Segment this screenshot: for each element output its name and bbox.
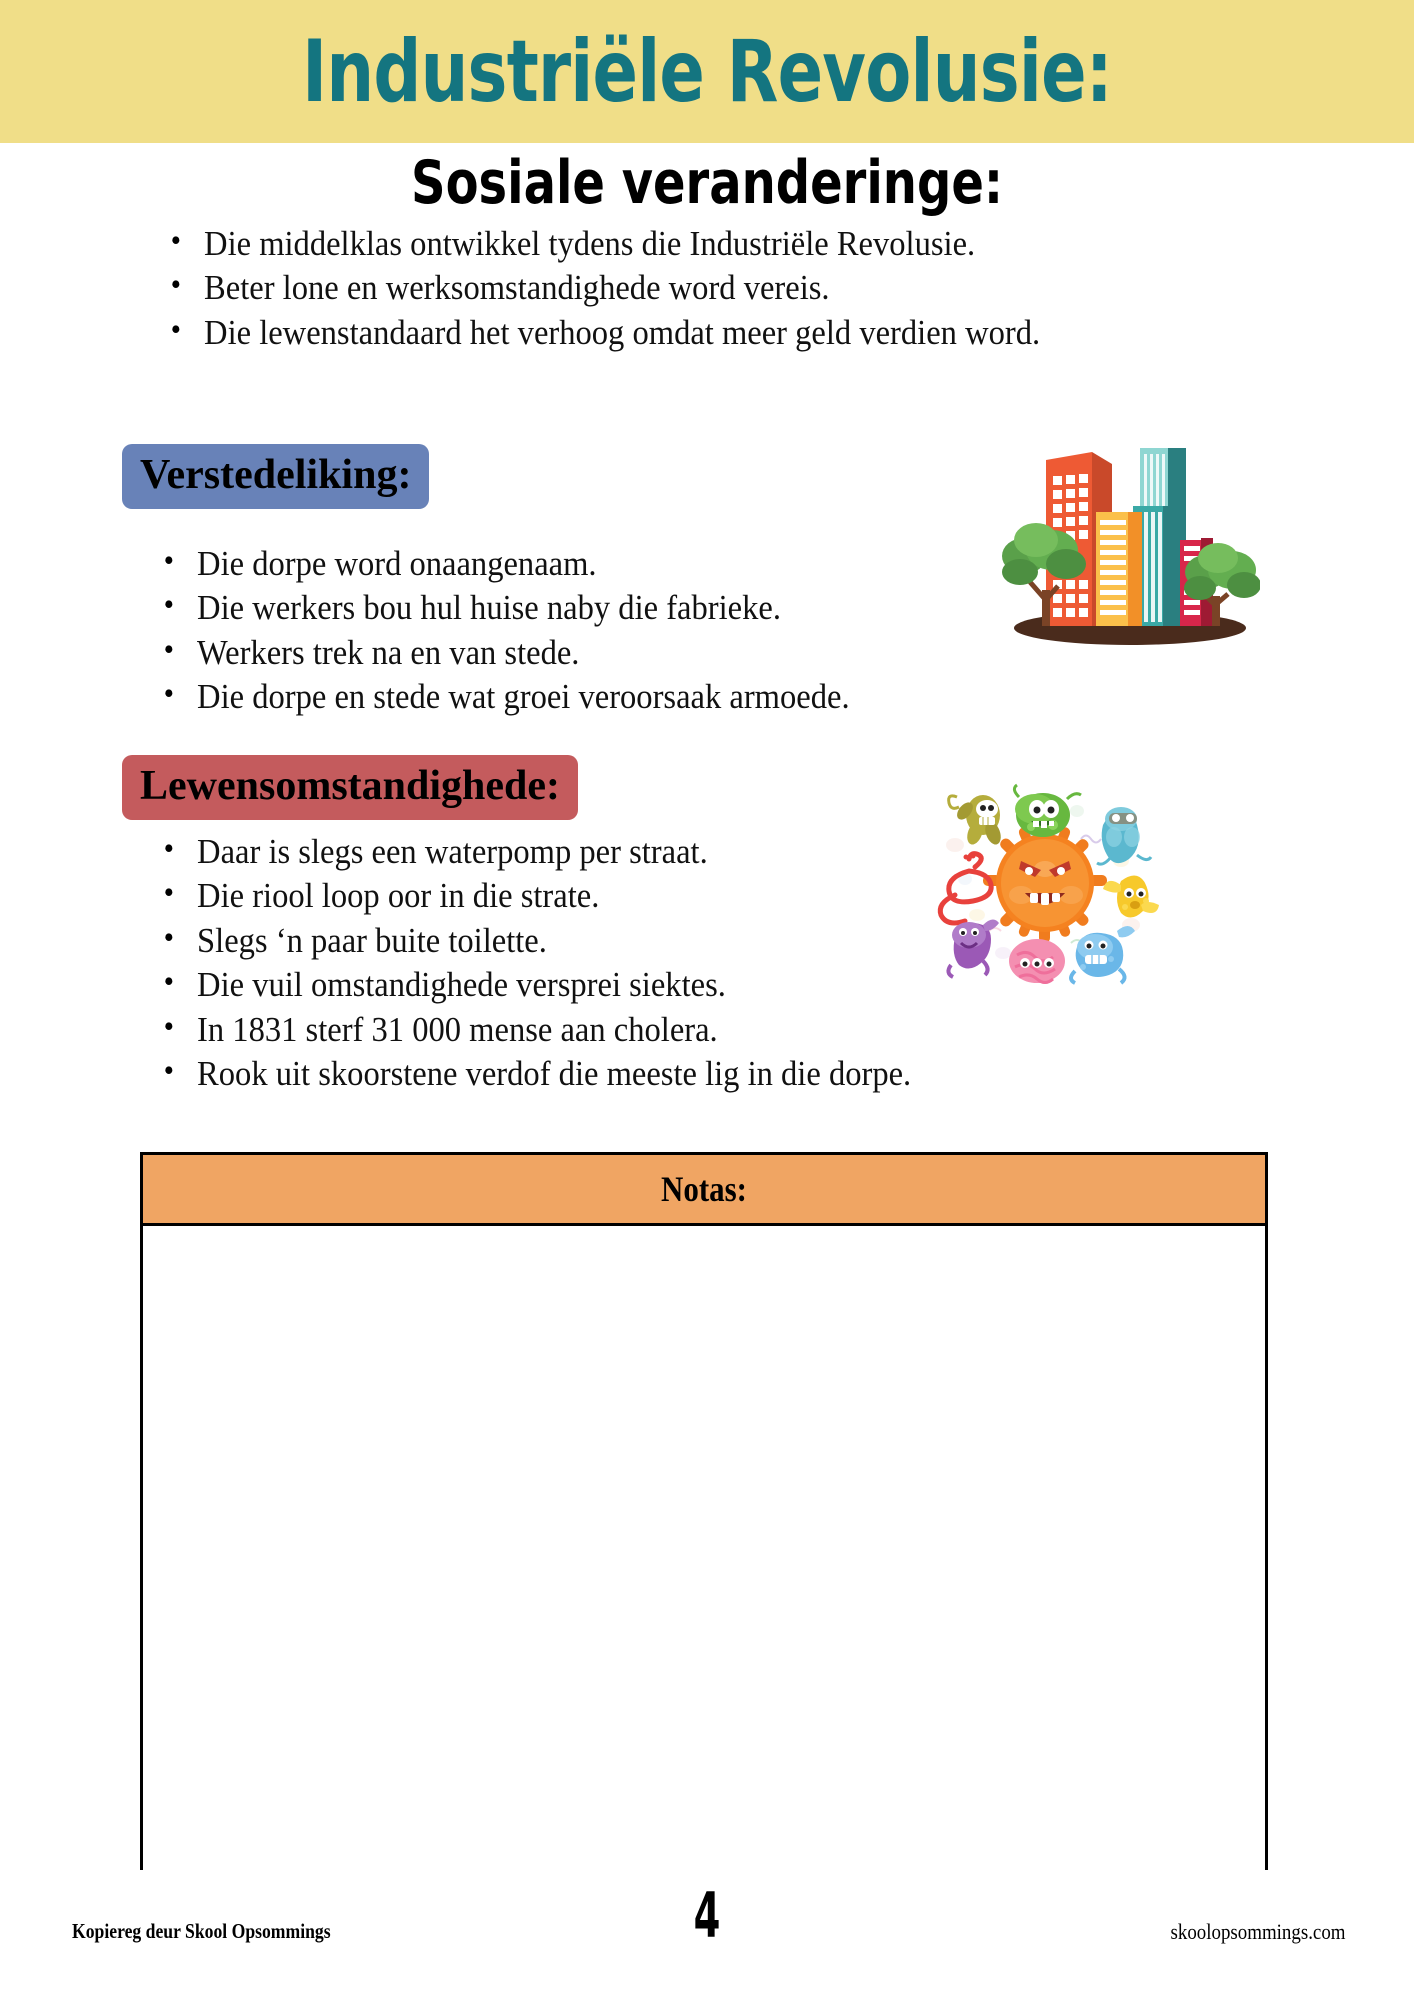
notes-box <box>140 1152 1268 1870</box>
footer-copyright: Kopiereg deur Skool Opsommings <box>72 1919 331 1943</box>
list-item: • Beter lone en werksomstandighede word vereis. <box>165 266 1188 310</box>
page-title: Industriële Revolusie: <box>302 21 1112 122</box>
list-item: • Die dorpe word onaangenaam. <box>158 542 995 586</box>
living-conditions-bullet-list-container <box>158 830 1058 1097</box>
urbanisation-bullet-list-container <box>158 542 1058 720</box>
notes-writing-area[interactable] <box>143 1226 1265 1938</box>
urbanisation-bullet-list <box>158 542 1058 720</box>
intro-bullet-list-container <box>165 222 1265 355</box>
list-item: • Slegs ‘n paar buite toilette. <box>158 919 995 963</box>
list-item: • Die vuil omstandighede versprei siektes. <box>158 963 995 1007</box>
list-item: • Rook uit skoorstene verdof die meeste lig in die dorpe. <box>158 1052 995 1096</box>
footer-website: skoolopsommings.com <box>1170 1919 1346 1944</box>
section-heading-urbanisation-row <box>122 444 429 509</box>
living-conditions-bullet-list <box>158 830 1058 1097</box>
list-item: • Die riool loop oor in die strate. <box>158 874 995 918</box>
city-skyline-illustration <box>1000 430 1260 645</box>
subtitle-container <box>0 148 1414 218</box>
list-item: • Die lewenstandaard het verhoog omdat meer geld verdien word. <box>165 311 1188 355</box>
notes-header <box>143 1155 1265 1226</box>
page-footer <box>0 1879 1414 1965</box>
germs-virus-illustration <box>925 775 1165 990</box>
list-item: • Werkers trek na en van stede. <box>158 631 995 675</box>
list-item: • In 1831 sterf 31 000 mense aan cholera. <box>158 1008 995 1052</box>
notes-label: Notas: <box>660 1169 747 1209</box>
intro-bullet-list <box>165 222 1265 355</box>
list-item: • Die middelklas ontwikkel tydens die Industriële Revolusie. <box>165 222 1188 266</box>
list-item: • Die dorpe en stede wat groei veroorsaak armoede. <box>158 675 995 719</box>
page-number: 4 <box>693 1879 721 1952</box>
section-heading-living-conditions: Lewensomstandighede: <box>122 755 578 820</box>
page-header-band <box>0 0 1414 143</box>
list-item: • Die werkers bou hul huise naby die fabrieke. <box>158 586 995 630</box>
section-heading-living-conditions-row <box>122 755 578 820</box>
section-heading-urbanisation: Verstedeliking: <box>122 444 429 509</box>
list-item: • Daar is slegs een waterpomp per straat. <box>158 830 995 874</box>
page-subtitle: Sosiale veranderinge: <box>410 148 1004 218</box>
